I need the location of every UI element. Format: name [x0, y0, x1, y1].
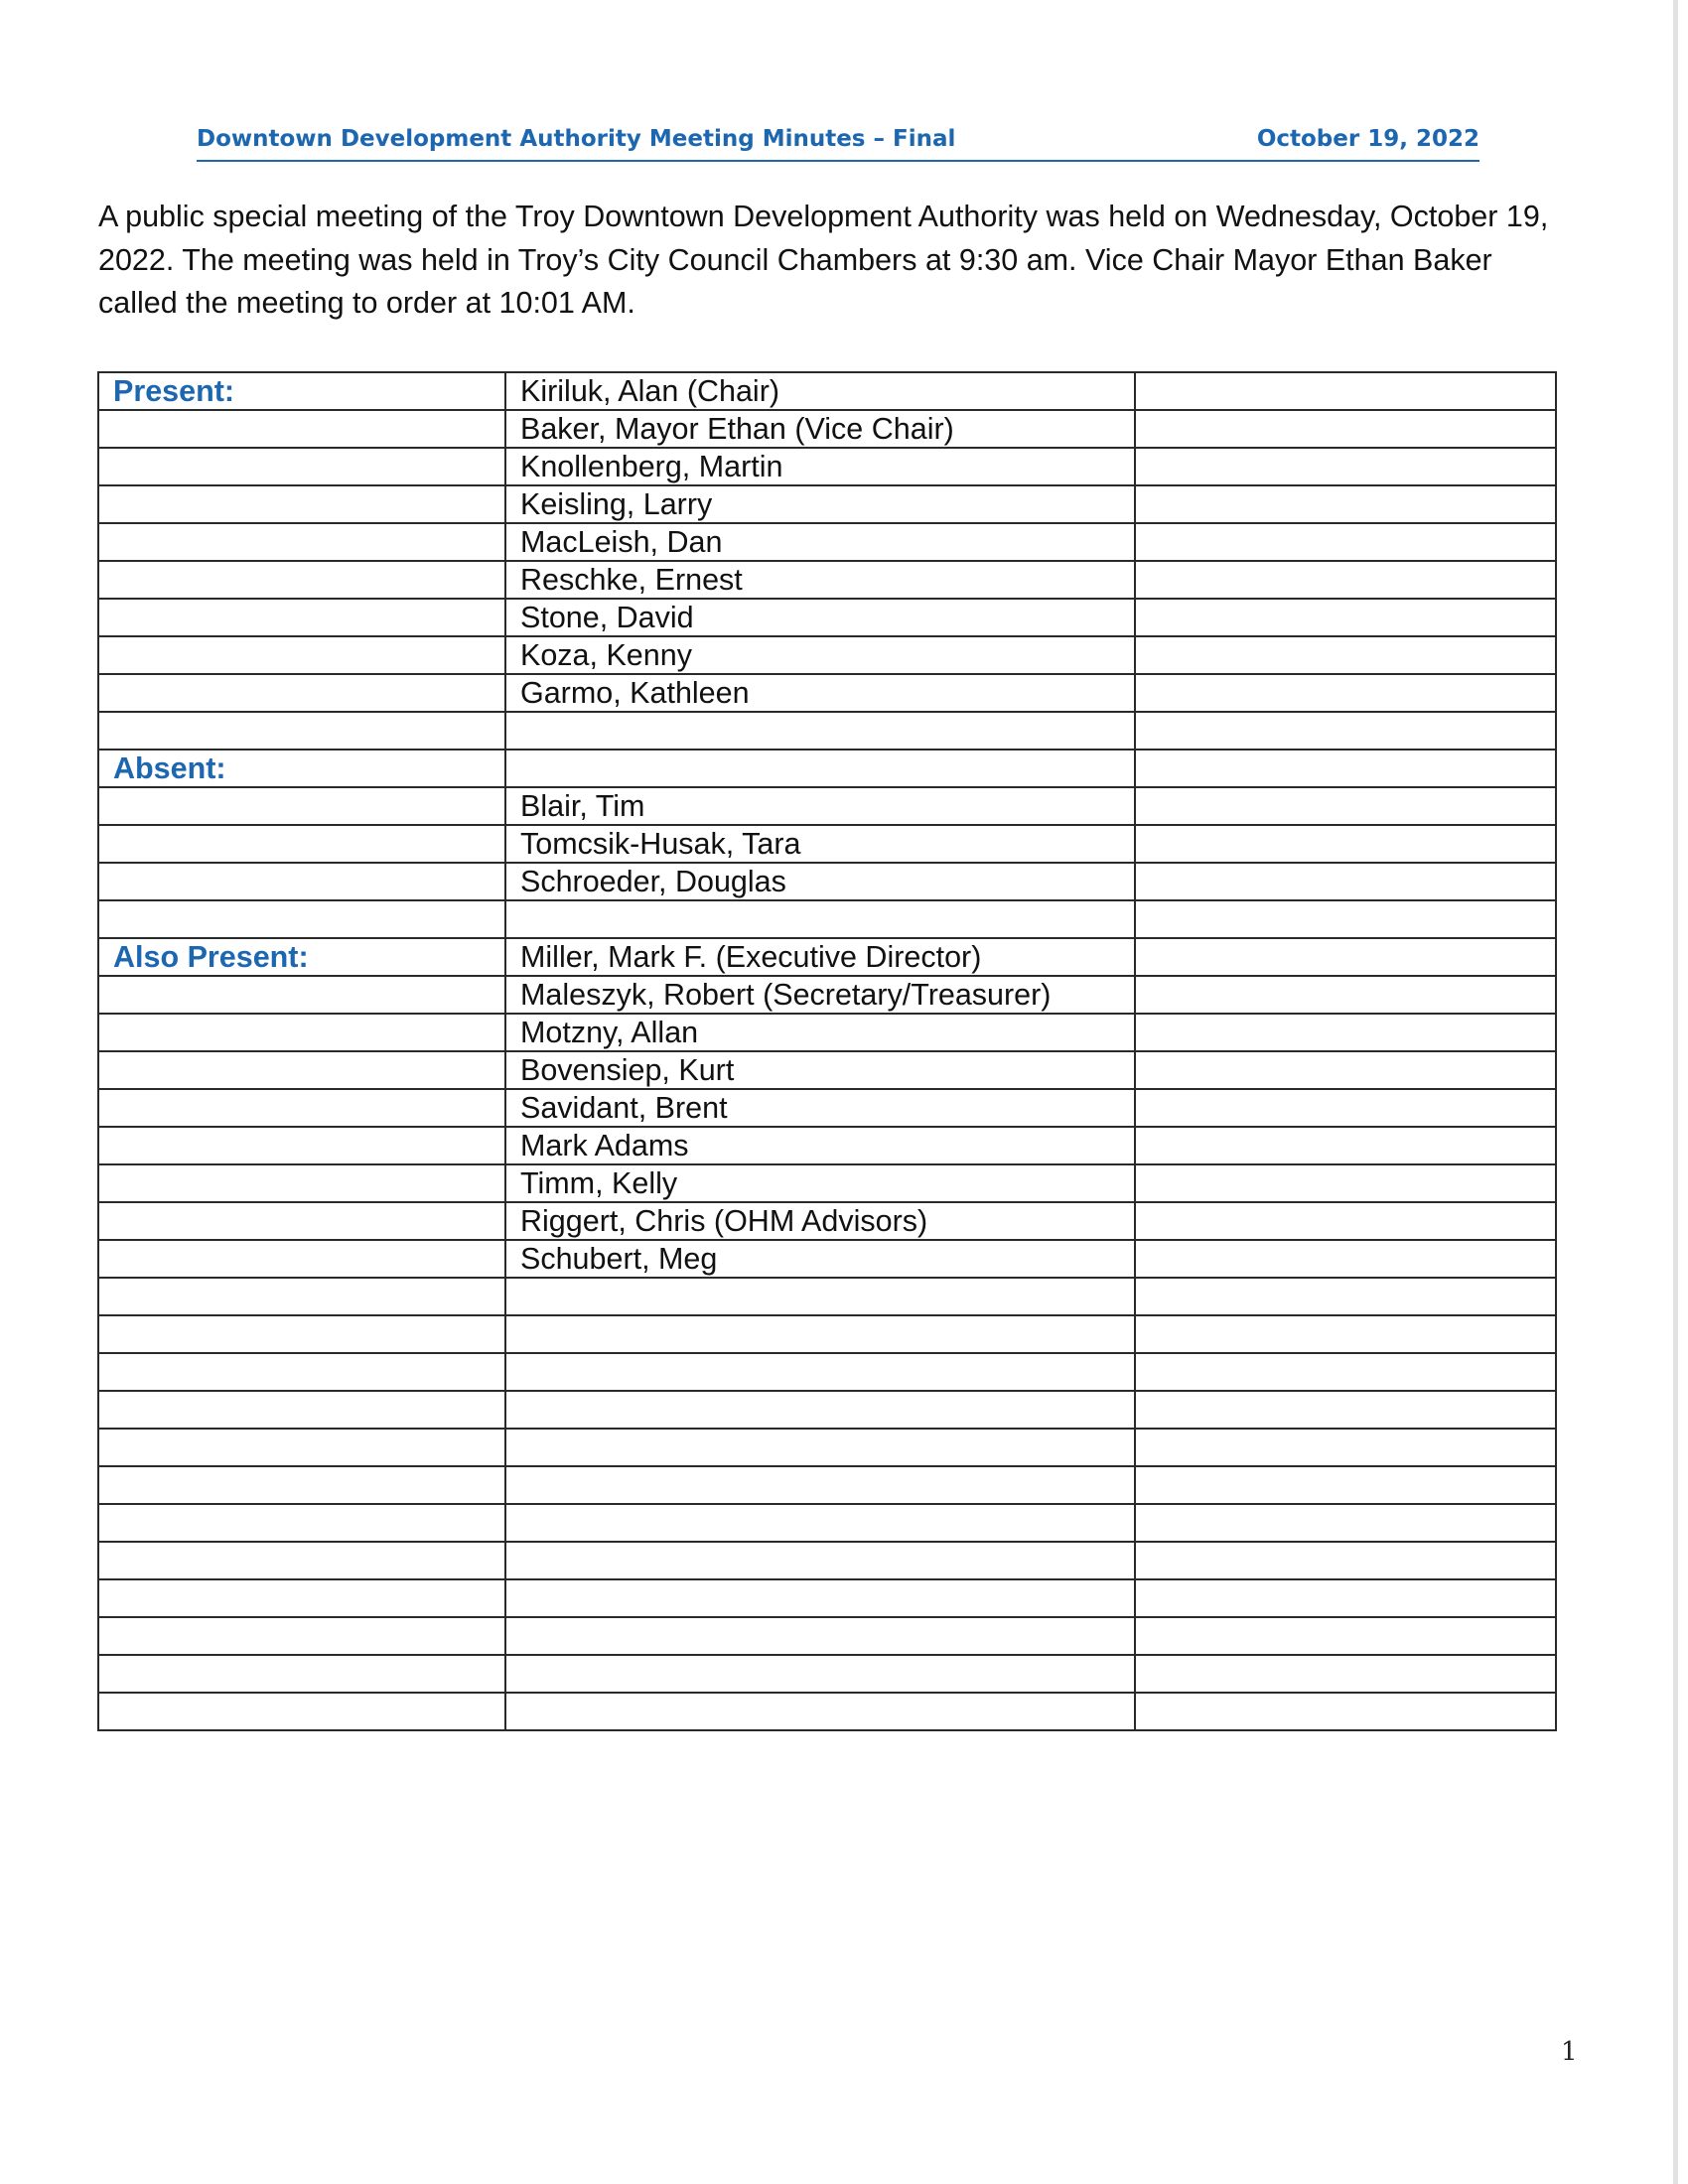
- page-number: 1: [1561, 2037, 1578, 2067]
- empty-cell: [98, 410, 505, 448]
- empty-cell: [98, 1164, 505, 1202]
- table-row: [98, 1579, 1556, 1617]
- empty-cell: [1135, 1391, 1556, 1429]
- empty-cell: [1135, 1617, 1556, 1655]
- also-present-label: Also Present:: [98, 938, 505, 976]
- empty-cell: [98, 1693, 505, 1730]
- table-row: [98, 900, 1556, 938]
- empty-cell: [98, 1089, 505, 1127]
- empty-cell: [98, 1391, 505, 1429]
- table-row: [98, 1617, 1556, 1655]
- attendee-name: Kiriluk, Alan (Chair): [505, 372, 1135, 410]
- attendee-name: Riggert, Chris (OHM Advisors): [505, 1202, 1135, 1240]
- empty-cell: [98, 900, 505, 938]
- empty-cell: [98, 1466, 505, 1504]
- empty-cell: [1135, 900, 1556, 938]
- attendee-name: Motzny, Allan: [505, 1014, 1135, 1051]
- table-row: [98, 976, 1556, 1014]
- attendee-name: Koza, Kenny: [505, 636, 1135, 674]
- empty-cell: [505, 712, 1135, 750]
- empty-cell: [1135, 636, 1556, 674]
- empty-cell: [1135, 1429, 1556, 1466]
- empty-cell: [98, 863, 505, 900]
- empty-cell: [505, 900, 1135, 938]
- present-label: Present:: [98, 372, 505, 410]
- empty-cell: [98, 1278, 505, 1315]
- empty-cell: [1135, 1014, 1556, 1051]
- attendee-name: Baker, Mayor Ethan (Vice Chair): [505, 410, 1135, 448]
- empty-cell: [98, 1542, 505, 1579]
- page-edge: [1673, 0, 1678, 2184]
- attendee-name: Schubert, Meg: [505, 1240, 1135, 1278]
- attendee-name: Garmo, Kathleen: [505, 674, 1135, 712]
- empty-cell: [98, 1127, 505, 1164]
- empty-cell: [98, 1051, 505, 1089]
- empty-cell: [505, 1655, 1135, 1693]
- table-row: [98, 1315, 1556, 1353]
- table-row: [98, 636, 1556, 674]
- attendee-name: Keisling, Larry: [505, 485, 1135, 523]
- table-row: [98, 1353, 1556, 1391]
- meeting-date: October 19, 2022: [1256, 126, 1479, 152]
- empty-cell: [98, 485, 505, 523]
- attendee-name: Miller, Mark F. (Executive Director): [505, 938, 1135, 976]
- empty-cell: [98, 1240, 505, 1278]
- attendee-name: Bovensiep, Kurt: [505, 1051, 1135, 1089]
- empty-cell: [1135, 1579, 1556, 1617]
- attendee-name: Mark Adams: [505, 1127, 1135, 1164]
- table-row: [98, 863, 1556, 900]
- table-row: [98, 1504, 1556, 1542]
- attendee-name: Maleszyk, Robert (Secretary/Treasurer): [505, 976, 1135, 1014]
- empty-cell: [98, 636, 505, 674]
- empty-cell: [98, 599, 505, 636]
- empty-cell: [1135, 1315, 1556, 1353]
- attendee-name: Reschke, Ernest: [505, 561, 1135, 599]
- empty-cell: [505, 1504, 1135, 1542]
- empty-cell: [1135, 410, 1556, 448]
- table-row: [98, 1278, 1556, 1315]
- empty-cell: [98, 448, 505, 485]
- table-row: [98, 1655, 1556, 1693]
- empty-cell: [1135, 599, 1556, 636]
- table-row: [98, 561, 1556, 599]
- empty-cell: [98, 1579, 505, 1617]
- empty-cell: [1135, 825, 1556, 863]
- empty-cell: [505, 1429, 1135, 1466]
- table-row: [98, 674, 1556, 712]
- empty-cell: [98, 787, 505, 825]
- table-row: [98, 787, 1556, 825]
- empty-cell: [98, 1202, 505, 1240]
- empty-cell: [505, 1542, 1135, 1579]
- empty-cell: [505, 1315, 1135, 1353]
- empty-cell: [98, 712, 505, 750]
- empty-cell: [98, 1353, 505, 1391]
- attendee-name: Tomcsik-Husak, Tara: [505, 825, 1135, 863]
- empty-cell: [1135, 1051, 1556, 1089]
- empty-cell: [98, 1504, 505, 1542]
- table-row: [98, 372, 1556, 410]
- empty-cell: [98, 1655, 505, 1693]
- attendee-name: Blair, Tim: [505, 787, 1135, 825]
- attendee-name: Knollenberg, Martin: [505, 448, 1135, 485]
- empty-cell: [1135, 1278, 1556, 1315]
- empty-cell: [1135, 1240, 1556, 1278]
- empty-cell: [1135, 1353, 1556, 1391]
- table-row: [98, 825, 1556, 863]
- table-row: [98, 1164, 1556, 1202]
- table-row: [98, 1542, 1556, 1579]
- table-row: [98, 1693, 1556, 1730]
- empty-cell: [1135, 787, 1556, 825]
- empty-cell: [1135, 750, 1556, 787]
- empty-cell: [1135, 523, 1556, 561]
- empty-cell: [1135, 1693, 1556, 1730]
- table-row: [98, 485, 1556, 523]
- attendance-table: [97, 371, 1557, 1731]
- table-row: [98, 410, 1556, 448]
- empty-cell: [1135, 372, 1556, 410]
- empty-cell: [1135, 1542, 1556, 1579]
- table-row: [98, 750, 1556, 787]
- empty-cell: [505, 1579, 1135, 1617]
- absent-label: Absent:: [98, 750, 505, 787]
- table-row: [98, 938, 1556, 976]
- empty-cell: [1135, 1655, 1556, 1693]
- empty-cell: [1135, 712, 1556, 750]
- table-row: [98, 1429, 1556, 1466]
- table-row: [98, 1089, 1556, 1127]
- empty-cell: [505, 1693, 1135, 1730]
- table-row: [98, 1391, 1556, 1429]
- empty-cell: [1135, 1089, 1556, 1127]
- empty-cell: [98, 674, 505, 712]
- empty-cell: [98, 976, 505, 1014]
- table-row: [98, 712, 1556, 750]
- attendee-name: MacLeish, Dan: [505, 523, 1135, 561]
- empty-cell: [1135, 1164, 1556, 1202]
- table-row: [98, 448, 1556, 485]
- empty-cell: [505, 750, 1135, 787]
- empty-cell: [1135, 1127, 1556, 1164]
- attendee-name: Stone, David: [505, 599, 1135, 636]
- empty-cell: [505, 1353, 1135, 1391]
- empty-cell: [1135, 938, 1556, 976]
- table-row: [98, 1127, 1556, 1164]
- empty-cell: [1135, 561, 1556, 599]
- empty-cell: [98, 523, 505, 561]
- table-row: [98, 1466, 1556, 1504]
- empty-cell: [1135, 674, 1556, 712]
- empty-cell: [1135, 485, 1556, 523]
- empty-cell: [505, 1391, 1135, 1429]
- document-title: Downtown Development Authority Meeting Minutes – Final: [197, 126, 956, 152]
- empty-cell: [505, 1466, 1135, 1504]
- attendee-name: Savidant, Brent: [505, 1089, 1135, 1127]
- table-row: [98, 1051, 1556, 1089]
- empty-cell: [98, 825, 505, 863]
- empty-cell: [1135, 863, 1556, 900]
- empty-cell: [505, 1617, 1135, 1655]
- page-header: [197, 124, 1479, 162]
- empty-cell: [505, 1278, 1135, 1315]
- table-row: [98, 599, 1556, 636]
- intro-paragraph: A public special meeting of the Troy Downtown Development Authority was held on Wednesday, October 19, 2022. The meeting was held in Troy’s City Council Chambers at 9:30 am. Vice Chair Mayor Ethan Baker called the meeting to order at 10:01 AM.: [98, 200, 1549, 320]
- attendee-name: Timm, Kelly: [505, 1164, 1135, 1202]
- empty-cell: [1135, 976, 1556, 1014]
- table-row: [98, 1014, 1556, 1051]
- empty-cell: [1135, 448, 1556, 485]
- empty-cell: [98, 561, 505, 599]
- table-row: [98, 523, 1556, 561]
- attendee-name: Schroeder, Douglas: [505, 863, 1135, 900]
- empty-cell: [98, 1014, 505, 1051]
- table-row: [98, 1202, 1556, 1240]
- empty-cell: [98, 1429, 505, 1466]
- empty-cell: [98, 1617, 505, 1655]
- empty-cell: [1135, 1504, 1556, 1542]
- empty-cell: [1135, 1466, 1556, 1504]
- empty-cell: [1135, 1202, 1556, 1240]
- empty-cell: [98, 1315, 505, 1353]
- table-row: [98, 1240, 1556, 1278]
